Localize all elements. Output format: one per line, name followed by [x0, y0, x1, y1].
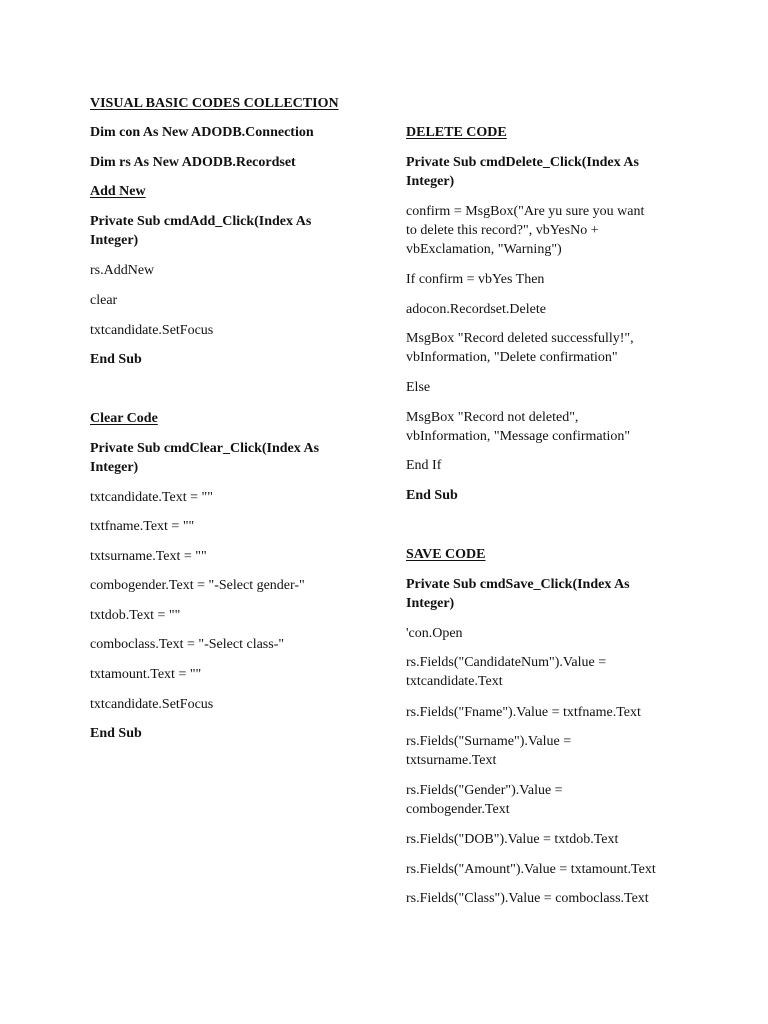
save-code-line: rs.Fields("Surname").Value = txtsurname.Text [406, 734, 572, 768]
delete-code-end: End Sub [406, 488, 458, 503]
delete-code-heading: DELETE CODE [406, 125, 507, 140]
add-new-heading: Add New [90, 184, 146, 199]
delete-code-line: Else [406, 380, 431, 395]
delete-code-line: MsgBox "Record deleted successfully!", vbInformation, "Delete confirmation" [406, 331, 634, 365]
dim-con-line: Dim con As New ADODB.Connection [90, 125, 314, 140]
clear-code-line: txtfname.Text = "" [90, 519, 195, 534]
save-code-sub: Private Sub cmdSave_Click(Index As Integer) [406, 577, 630, 611]
delete-code-line: If confirm = vbYes Then [406, 272, 545, 287]
doc-title: VISUAL BASIC CODES COLLECTION [90, 96, 339, 111]
save-code-line: 'con.Open [406, 626, 463, 641]
clear-code-line: txtdob.Text = "" [90, 608, 181, 623]
dim-rs-line: Dim rs As New ADODB.Recordset [90, 155, 296, 170]
clear-code-line: txtsurname.Text = "" [90, 549, 207, 564]
save-code-line: rs.Fields("CandidateNum").Value = txtcandidate.Text [406, 655, 607, 689]
add-new-line: rs.AddNew [90, 263, 155, 278]
delete-code-sub: Private Sub cmdDelete_Click(Index As Integer) [406, 155, 639, 189]
clear-code-sub: Private Sub cmdClear_Click(Index As Integer) [90, 441, 320, 475]
clear-code-end: End Sub [90, 726, 142, 741]
clear-code-line: txtamount.Text = "" [90, 667, 202, 682]
add-new-line: txtcandidate.SetFocus [90, 323, 214, 338]
save-code-line: rs.Fields("Class").Value = comboclass.Text [406, 891, 649, 906]
add-new-end: End Sub [90, 352, 142, 367]
delete-code-line: End If [406, 458, 442, 473]
save-code-line: rs.Fields("Amount").Value = txtamount.Text [406, 862, 656, 877]
delete-code-line: adocon.Recordset.Delete [406, 302, 546, 317]
clear-code-heading: Clear Code [90, 411, 158, 426]
add-new-sub: Private Sub cmdAdd_Click(Index As Integer) [90, 214, 312, 248]
delete-code-line: confirm = MsgBox("Are yu sure you want to delete this record?", vbYesNo + vbExclamation, "Warning") [406, 204, 645, 257]
save-code-line: rs.Fields("Fname").Value = txtfname.Text [406, 705, 641, 720]
clear-code-line: combogender.Text = "-Select gender-" [90, 578, 305, 593]
add-new-line: clear [90, 293, 118, 308]
clear-code-line: comboclass.Text = "-Select class-" [90, 637, 285, 652]
save-code-heading: SAVE CODE [406, 547, 486, 562]
clear-code-line: txtcandidate.Text = "" [90, 490, 213, 505]
save-code-line: rs.Fields("Gender").Value = combogender.Text [406, 783, 563, 817]
save-code-line: rs.Fields("DOB").Value = txtdob.Text [406, 832, 619, 847]
delete-code-line: MsgBox "Record not deleted", vbInformation, "Message confirmation" [406, 410, 631, 444]
clear-code-line: txtcandidate.SetFocus [90, 697, 214, 712]
